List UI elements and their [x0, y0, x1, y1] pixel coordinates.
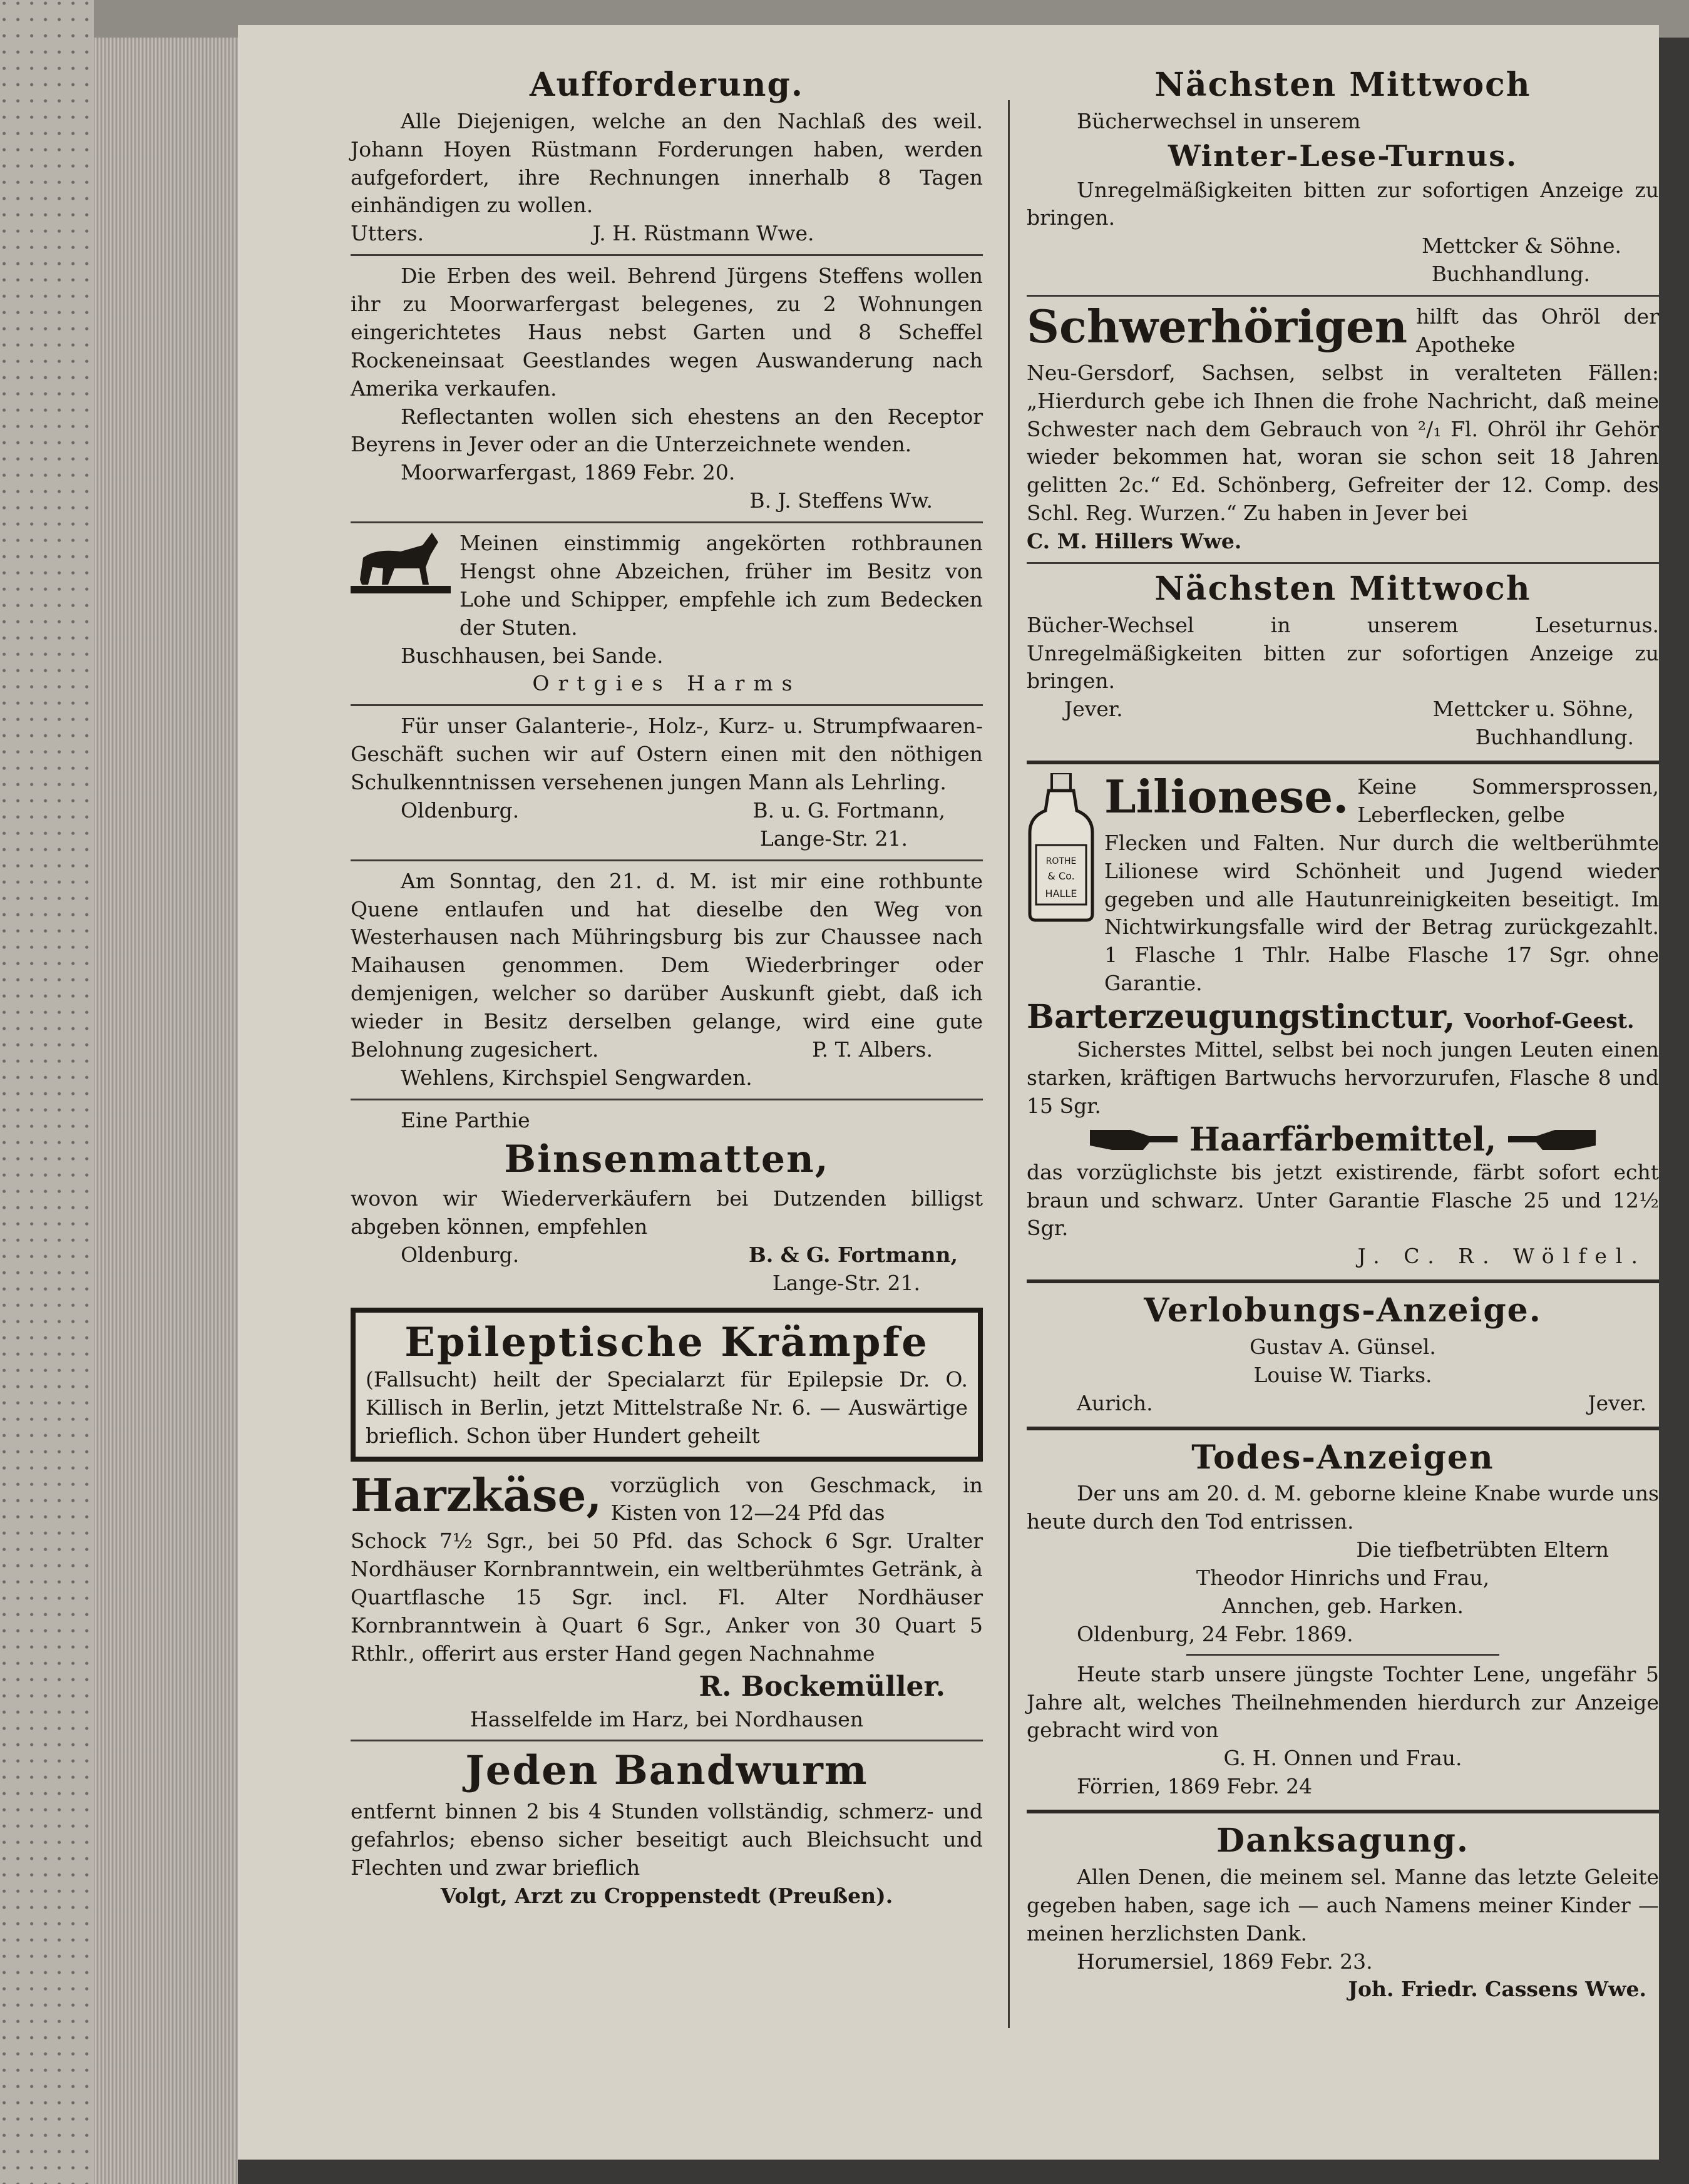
ad-title: Nächsten Mittwoch [1154, 66, 1531, 104]
ad-mittwoch-2 [1027, 570, 1659, 752]
ad-body: Bücher-Wechsel in unserem Leseturnus. Unregelmäßigkeiten bitten zur sofortigen Anzeige zu bringen. [1027, 612, 1659, 694]
left-column [351, 63, 983, 1910]
ad-separator [351, 704, 983, 706]
svg-text:HALLE: HALLE [1045, 888, 1077, 900]
ad-signer-line2: Buchhandlung. [1431, 262, 1590, 287]
book-cover-edge [0, 0, 94, 2184]
ad-signer: P. T. Albers. [812, 1037, 933, 1062]
ad-place-date: Horumersiel, 1869 Febr. 23. [1077, 1949, 1373, 1974]
ad-body: Für unser Galanterie-, Holz-, Kurz- u. Strumpfwaaren-Geschäft suchen wir auf Ostern einen mit den nöthigen Schulkenntnissen versehenen jungen Mann als Lehrling. [351, 714, 983, 795]
ad-title: Jeden Bandwurm [465, 1747, 868, 1795]
ad-body: Schock 7½ Sgr., bei 50 Pfd. das Schock 6 Sgr. Uralter Nordhäuser Kornbranntwein, ein weltberühmtes Getränk, à Quartflasche 15 Sgr. incl. Fl. Alter Nordhäuser Kornbranntwein à Quart 6 Sgr., Anker von 30 Quart 5 Rthlr., offerirt aus erster Hand gegen Nachnahme [351, 1529, 983, 1666]
ad-separator [351, 1099, 983, 1100]
ad-side-text: Keine Sommersprossen, Leberflecken, gelbe [1357, 774, 1659, 827]
ad-side-text: vorzüglich von Geschmack, in Kisten von 12—24 Pfd das [610, 1472, 983, 1525]
signature-row [351, 220, 983, 248]
horse-icon [351, 530, 451, 598]
ad-danksagung [1027, 1822, 1659, 2004]
ad-line: Die tiefbetrübten Eltern [1356, 1537, 1609, 1562]
svg-text:& Co.: & Co. [1047, 870, 1075, 883]
harzkaese-head [351, 1468, 983, 1528]
ad-hengst [351, 530, 983, 698]
ad-aufforderung [351, 66, 983, 248]
place-row [1027, 1390, 1659, 1418]
ad-signer: G. H. Onnen und Frau. [1223, 1746, 1462, 1771]
ad-place: Utters. [351, 221, 424, 246]
ad-body: Der uns am 20. d. M. geborne kleine Knabe wurde uns heute durch den Tod entrissen. [1027, 1481, 1659, 1534]
name-line: Gustav A. Günsel. [1250, 1335, 1436, 1360]
ad-steffens [351, 262, 983, 515]
ad-place: Oldenburg. [401, 797, 520, 823]
ad-body: wovon wir Wiederverkäufern bei Dutzenden billigst abgeben können, empfehlen [351, 1186, 983, 1239]
ad-separator [351, 1740, 983, 1741]
ad-signer: Volgt, Arzt zu Croppenstedt (Preußen). [440, 1883, 893, 1908]
ad-place: Hasselfelde im Harz, bei Nordhausen [470, 1706, 863, 1731]
name-line: Louise W. Tiarks. [1253, 1362, 1432, 1387]
ad-signer: Mettcker & Söhne. [1422, 233, 1621, 259]
ad-line: Bücherwechsel in unserem [1077, 108, 1361, 133]
ad-title: Epileptische Krämpfe [404, 1318, 929, 1366]
pointing-hand-icon [1505, 1124, 1599, 1155]
ad-signer: B. u. G. Fortmann, [752, 797, 945, 823]
ad-side-text: hilft das Ohröl der Apotheke [1416, 304, 1659, 357]
pointing-hand-icon [1087, 1124, 1181, 1155]
haar-row [1027, 1120, 1659, 1159]
ad-place: Jever. [1064, 697, 1123, 722]
ad-separator [1027, 761, 1659, 764]
ad-body: (Fallsucht) heilt der Specialarzt für Epilepsie Dr. O. Killisch in Berlin, jetzt Mittelstraße Nr. 6. — Auswärtige brieflich. Schon über Hundert geheilt [366, 1366, 968, 1448]
newspaper-page [238, 25, 1659, 2160]
lilionese-title-row [1104, 770, 1659, 829]
ad-lilionese [1027, 770, 1659, 1271]
ad-place-date: Förrien, 1869 Febr. 24 [1077, 1774, 1313, 1799]
ad-address: Lange-Str. 21. [759, 826, 908, 851]
ad-body: Am Sonntag, den 21. d. M. ist mir eine rothbunte Quene entlaufen und hat dieselbe den Weg von Westerhausen nach Mühringsburg bis zur Chaussee nach Maihausen genommen. Dem Wiederbringer oder demjenigen, welcher so darüber Auskunft giebt, daß ich wieder in Besitz derselben gelange, wird eine gute Belohnung zugesichert. [351, 868, 983, 1062]
ad-body: Die Erben des weil. Behrend Jürgens Steffens wollen ihr zu Moorwarfergast belegenes, zu 2 Wohnungen eingerichtetes Haus nebst Garten und 8 Scheffel Rockeneinsaat Geestlandes wegen Auswanderung nach Amerika verkaufen. [351, 264, 983, 401]
ad-separator [1027, 1279, 1659, 1283]
bottle-icon [1027, 773, 1096, 923]
schwerhoerig-head [1027, 300, 1659, 359]
ad-title: Danksagung. [1216, 1822, 1470, 1860]
ad-place: Oldenburg. [401, 1243, 520, 1268]
ad-mittwoch-1 [1027, 66, 1659, 289]
signature-row [1027, 695, 1659, 724]
ad-signer: J. C. R. Wölfel. [1357, 1244, 1646, 1269]
ad-body: Alle Diejenigen, welche an den Nachlaß des weil. Johann Hoyen Rüstmann Forderungen haben, werden aufgefordert, ihre Rechnungen innerhalb 8 Tagen einhändigen zu wollen. [351, 108, 983, 218]
ad-title: Todes-Anzeigen [1191, 1438, 1494, 1477]
ad-signer: J. H. Rüstmann Wwe. [592, 221, 814, 246]
ad-subtitle-side: Voorhof-Geest. [1464, 1008, 1635, 1033]
ad-bandwurm [351, 1748, 983, 1910]
signature-row [351, 1241, 983, 1269]
ad-body: entfernt binnen 2 bis 4 Stunden vollständig, schmerz- und gefahrlos; ebenso sicher beseitigt auch Bleichsucht und Flechten und zwar brieflich [351, 1798, 983, 1880]
ad-body: Unregelmäßigkeiten bitten zur sofortigen Anzeige zu bringen. [1027, 177, 1659, 230]
ad-separator [351, 254, 983, 256]
ad-signer: Ortgies Harms [532, 671, 801, 696]
ad-separator [1027, 295, 1659, 297]
ad-lehrling [351, 712, 983, 853]
ad-separator [351, 859, 983, 861]
ad-binsenmatten [351, 1107, 983, 1298]
ad-subtitle: Barterzeugungstinctur, [1027, 998, 1455, 1037]
ad-separator [351, 521, 983, 523]
ad-separator [1027, 562, 1659, 564]
ad-line: Annchen, geb. Harken. [1221, 1593, 1464, 1618]
ad-signer-line2: Buchhandlung. [1475, 725, 1634, 750]
ad-title: Lilionese. [1104, 770, 1349, 824]
ad-schwerhoerigen [1027, 300, 1659, 556]
inner-separator [1186, 1654, 1499, 1656]
right-column [1027, 63, 1659, 2004]
ad-title: Aufforderung. [530, 66, 804, 104]
ad-title: Verlobungs-Anzeige. [1144, 1291, 1542, 1330]
ad-signer: R. Bockemüller. [699, 1670, 945, 1703]
ad-place: Wehlens, Kirchspiel Sengwarden. [401, 1065, 752, 1090]
ad-verlobung [1027, 1292, 1659, 1417]
ad-body: Reflectanten wollen sich ehestens an den Receptor Beyrens in Jever oder an die Unterzeichnete wenden. [351, 404, 983, 457]
ad-title: Nächsten Mittwoch [1154, 569, 1531, 608]
ad-harzkaese [351, 1468, 983, 1734]
ad-separator [1027, 1427, 1659, 1430]
bart-row [1027, 998, 1659, 1036]
ad-pre: Eine Parthie [401, 1107, 530, 1132]
ad-todes-anzeigen [1027, 1439, 1659, 1801]
ad-title: Binsenmatten, [504, 1137, 829, 1182]
ad-line: Theodor Hinrichs und Frau, [1196, 1566, 1490, 1591]
hengst-row [351, 530, 983, 642]
ad-body: Sicherstes Mittel, selbst bei noch jungen Leuten einen starken, kräftigen Bartwuchs hervorzurufen, Flasche 8 und 15 Sgr. [1027, 1037, 1659, 1118]
ad-separator [1027, 1810, 1659, 1813]
ad-subtitle: Winter-Lese-Turnus. [1168, 138, 1518, 173]
ad-place: Jever. [1588, 1390, 1646, 1415]
svg-text:ROTHE: ROTHE [1045, 856, 1077, 867]
ad-address: Lange-Str. 21. [772, 1271, 920, 1296]
ad-epilepsie [351, 1308, 983, 1462]
ad-signer: C. M. Hillers Wwe. [1027, 529, 1242, 554]
signature-row [351, 797, 983, 825]
lilionese-text [1104, 770, 1659, 998]
ad-body: das vorzüglichste bis jetzt existirende, färbt sofort echt braun und schwarz. Unter Garantie Flasche 25 und 12½ Sgr. [1027, 1159, 1659, 1241]
ad-subtitle: Haarfärbemittel, [1189, 1120, 1497, 1159]
lilionese-head [1027, 770, 1659, 998]
ad-place-date: Oldenburg, 24 Febr. 1869. [1077, 1621, 1353, 1646]
ad-body: Meinen einstimmig angekörten rothbraunen Hengst ohne Abzeichen, früher im Besitz von Lohe und Schipper, empfehle ich zum Bedecken der Stuten. [459, 531, 983, 640]
ad-title: Schwerhörigen [1027, 300, 1408, 354]
ad-signer: Joh. Friedr. Cassens Wwe. [1348, 1977, 1646, 2002]
ad-place: Aurich. [1077, 1390, 1153, 1415]
ad-body: Heute starb unsere jüngste Tochter Lene, ungefähr 5 Jahre alt, welches Theilnehmenden hierdurch zur Anzeige gebracht wird von [1027, 1661, 1659, 1743]
ad-signer: B. J. Steffens Ww. [749, 488, 933, 513]
ad-quene [351, 868, 983, 1092]
ad-signer: B. & G. Fortmann, [748, 1243, 958, 1268]
ad-signer: Mettcker u. Söhne, [1432, 697, 1634, 722]
column-divider [1008, 100, 1010, 2028]
ad-body: Neu-Gersdorf, Sachsen, selbst in veralteten Fällen: „Hierdurch gebe ich Ihnen die frohe Nachricht, daß meine Schwester nach dem Gebrauch von ²/₁ Fl. Ohröl ihr Gehör wieder bekommen hat, woran sie schon seit 18 Jahren gelitten 2c.“ Ed. Schönberg, Gefreiter der 12. Comp. des Schl. Reg. Wurzen.“ Zu haben in Jever bei [1027, 360, 1659, 526]
ad-title: Harzkäse, [351, 1468, 602, 1522]
ad-body: Flecken und Falten. Nur durch die weltberühmte Lilionese wird Schönheit und Jugend wieder gegeben und alle Hautunreinigkeiten beseitigt. Im Nichtwirkungsfalle wird der Betrag zurückgezahlt. 1 Flasche 1 Thlr. Halbe Flasche 17 Sgr. ohne Garantie. [1104, 830, 1659, 996]
ad-place-date: Moorwarfergast, 1869 Febr. 20. [401, 460, 736, 485]
ad-place: Buschhausen, bei Sande. [401, 643, 664, 668]
ad-body: Allen Denen, die meinem sel. Manne das letzte Geleite gegeben haben, sage ich — auch Namens meiner Kinder — meinen herzlichsten Dank. [1027, 1864, 1659, 1946]
